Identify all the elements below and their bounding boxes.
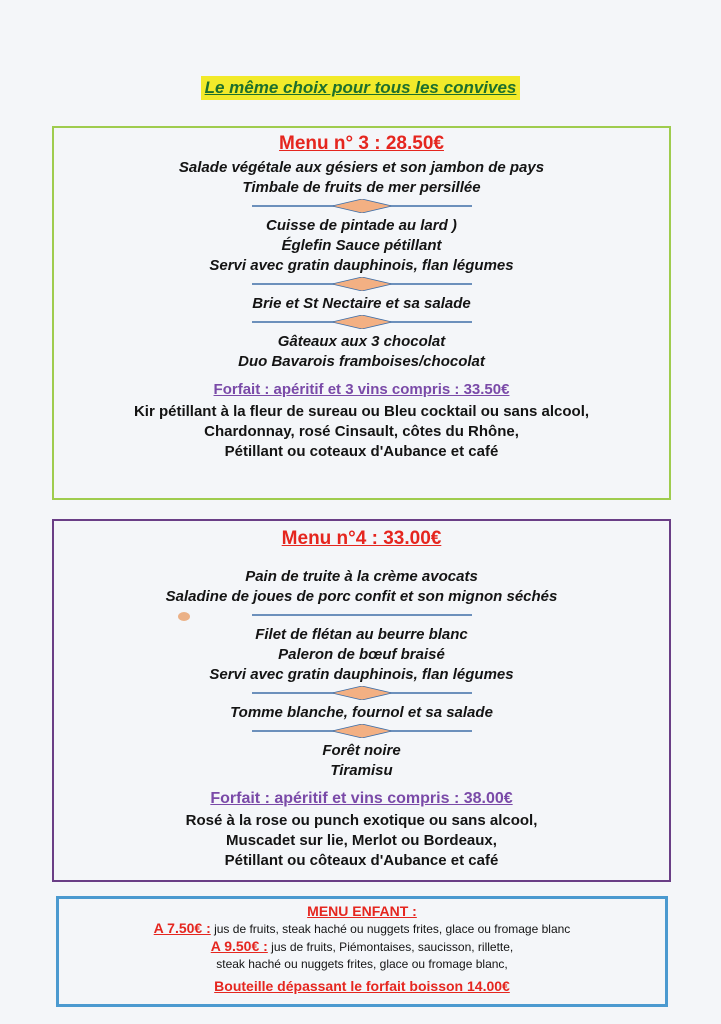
bottle-surcharge: Bouteille dépassant le forfait boisson 14.00€ [214,978,510,994]
menu-3-drinks-2: Chardonnay, rosé Cinsault, côtes du Rhône, [204,423,519,440]
diamond-separator-icon [252,315,472,329]
menu-3-starter-2: Timbale de fruits de mer persillée [242,179,481,196]
diamond-separator-icon [252,724,472,738]
menu-4-main-1: Filet de flétan au beurre blanc [255,626,468,643]
diamond-separator-icon [252,277,472,291]
page-title: Le même choix pour tous les convives [201,76,521,100]
menu-4-dessert-2: Tiramisu [330,762,393,779]
menu-4-main-3: Servi avec gratin dauphinois, flan légumes [209,666,514,683]
menu-3-forfait: Forfait : apéritif et 3 vins compris : 33.50€ [213,381,510,398]
line-separator-icon [252,608,472,622]
menu-enfant-option-1 [59,920,665,938]
menu-3-cheese: Brie et St Nectaire et sa salade [252,295,471,312]
menu-3-main-3: Servi avec gratin dauphinois, flan légumes [209,257,514,274]
diamond-separator-icon [252,686,472,700]
menu-4-drinks-1: Rosé à la rose ou punch exotique ou sans alcool, [185,812,538,829]
menu-3-main-1: Cuisse de pintade au lard ) [266,217,457,234]
menu-3-dessert-1: Gâteaux aux 3 chocolat [277,333,446,350]
menu-4-drinks-3: Pétillant ou côteaux d'Aubance et café [224,852,499,869]
menu-4-dessert-1: Forêt noire [322,742,401,759]
menu-enfant-price-1: A 7.50€ : [153,920,211,936]
menu-4-drinks-2: Muscadet sur lie, Merlot ou Bordeaux, [226,832,497,849]
menu-3-drinks-1: Kir pétillant à la fleur de sureau ou Bleu cocktail ou sans alcool, [133,403,590,420]
menu-4-starter-1: Pain de truite à la crème avocats [245,568,478,585]
menu-3-heading: Menu n° 3 : 28.50€ [279,133,444,154]
menu-4-forfait: Forfait : apéritif et vins compris : 38.00€ [210,790,513,807]
menu-4-starter-2: Saladine de joues de porc confit et son mignon séchés [165,588,558,605]
stain-mark [178,612,190,621]
menu-enfant-desc-3: steak haché ou nuggets frites, glace ou fromage blanc, [216,957,508,971]
menu-enfant-option-2 [59,938,665,956]
menu-3-drinks-3: Pétillant ou coteaux d'Aubance et café [224,443,499,460]
menu-enfant-box [56,896,668,1007]
menu-4-main-2: Paleron de bœuf braisé [278,646,445,663]
menu-enfant-price-2: A 9.50€ : [210,938,268,954]
menu-4-cheese: Tomme blanche, fournol et sa salade [230,704,493,721]
menu-3-dessert-2: Duo Bavarois framboises/chocolat [238,353,485,370]
menu-4-heading: Menu n°4 : 33.00€ [281,528,442,549]
menu-enfant-desc-2: jus de fruits, Piémontaises, saucisson, rillette, [271,940,514,954]
menu-enfant-desc-1: jus de fruits, steak haché ou nuggets frites, glace ou fromage blanc [214,922,571,936]
menu-4-box [52,519,671,882]
menu-enfant-heading: MENU ENFANT : [307,903,417,919]
title-wrap [0,76,721,100]
diamond-separator-icon [252,199,472,213]
menu-3-main-2: Églefin Sauce pétillant [281,237,442,254]
menu-3-starter-1: Salade végétale aux gésiers et son jambon de pays [178,159,545,176]
menu-3-box [52,126,671,500]
